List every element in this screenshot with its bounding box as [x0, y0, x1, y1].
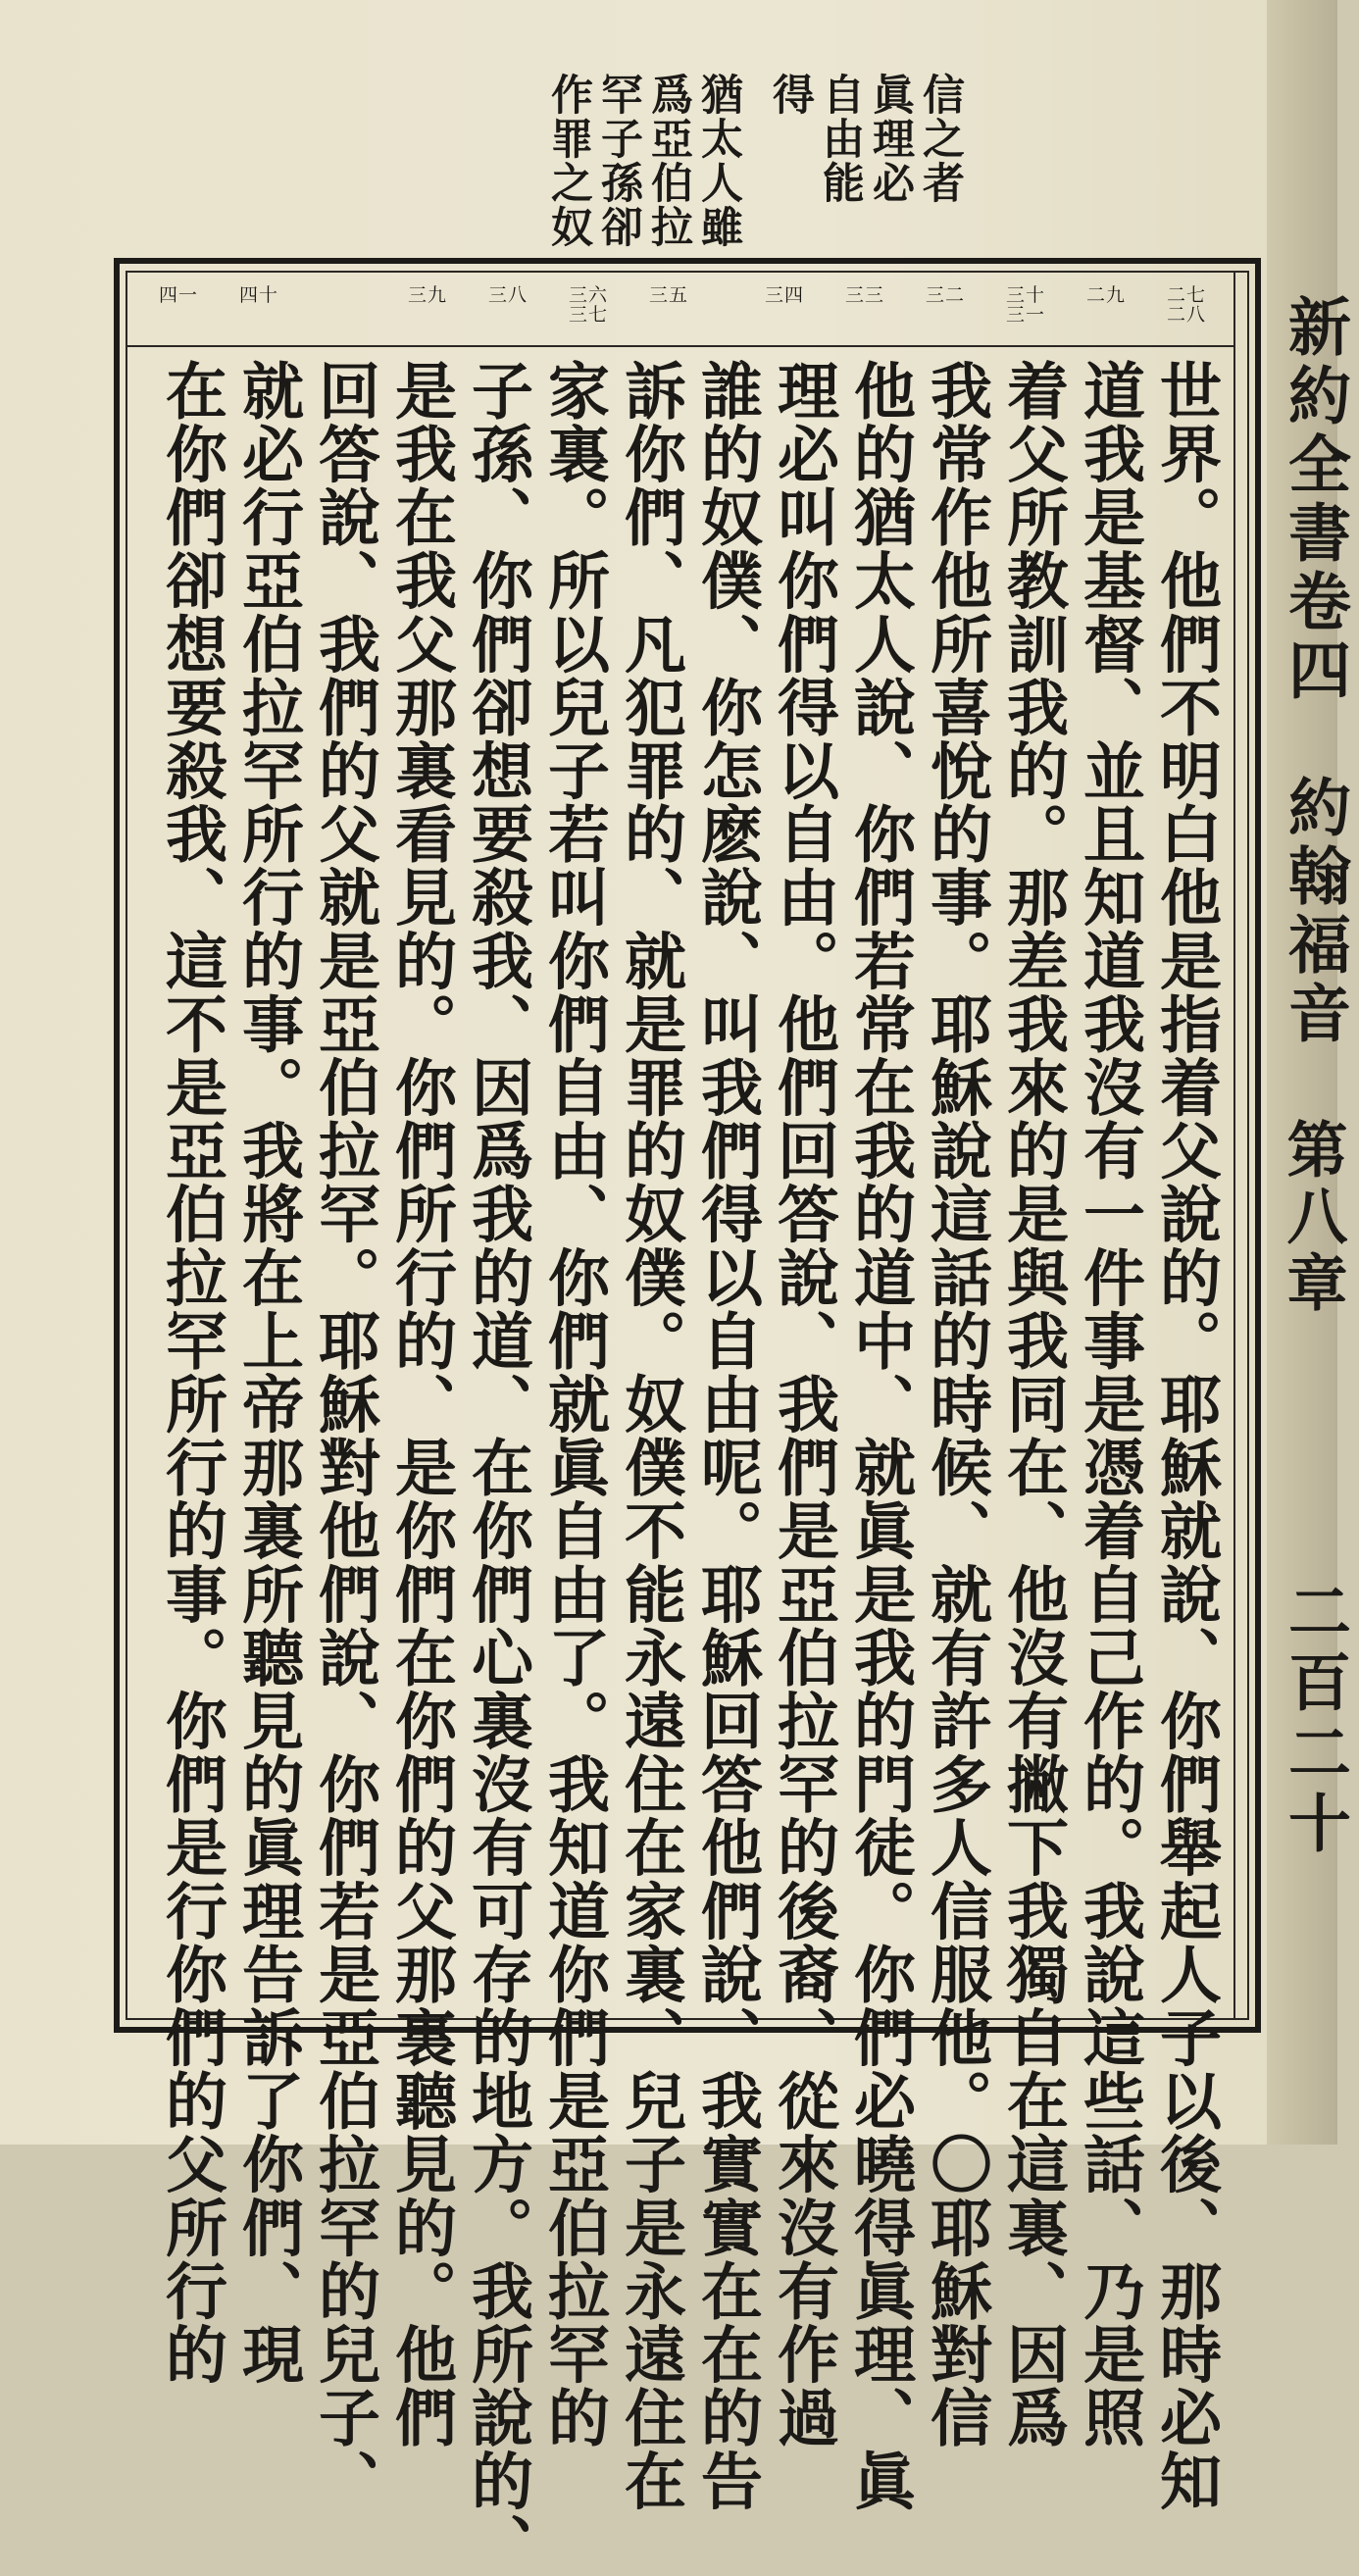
verse-number: 二九 — [1085, 284, 1126, 306]
text-column: 道我是基督、並且知道我沒有一件事是憑着自己作的。我說這些話、乃是照 — [1074, 359, 1146, 2450]
text-column: 訴你們、凡犯罪的、就是罪的奴僕。奴僕不能永遠住在家裏、兒子是永遠住在 — [615, 359, 687, 2513]
text-column: 就必行亞伯拉罕所行的事。我將在上帝那裏所聽見的眞理告訴了你們、現 — [232, 359, 305, 2387]
verse-number: 三九 — [407, 284, 447, 306]
text-column: 家裏。所以兒子若叫你們自由、你們就眞自由了。我知道你們是亞伯拉罕的 — [538, 359, 611, 2450]
text-column: 是我在我父那裏看見的。你們所行的、是你們在你們的父那裏聽見的。他們 — [385, 359, 458, 2450]
margin-note-column: 得 — [766, 73, 815, 117]
margin-note-column: 猶太人雖 — [694, 73, 743, 249]
verse-number: 三五 — [648, 284, 688, 306]
book-title: 新約全書卷四 約翰福音 — [1278, 294, 1351, 1049]
margin-note-column: 眞理必 — [866, 73, 915, 205]
header-divider — [1233, 271, 1235, 2020]
verse-number: 三十 三一 — [1005, 284, 1045, 326]
verse-number-divider — [126, 345, 1233, 347]
verse-number: 三六 三七 — [568, 284, 608, 326]
verse-number: 三八 — [487, 284, 528, 306]
verse-number: 三三 — [844, 284, 884, 306]
margin-note-column: 信之者 — [916, 73, 965, 205]
page-number: 二百二十 — [1278, 1579, 1351, 1861]
text-column: 理必叫你們得以自由。他們回答說、我們是亞伯拉罕的後裔、從來沒有作過 — [768, 359, 840, 2450]
text-column: 着父所教訓我的。那差我來的是與我同在、他沒有撇下我獨自在這裏、因爲 — [997, 359, 1070, 2450]
text-column: 在你們卻想要殺我、這不是亞伯拉罕所行的事。你們是行你們的父所行的 — [156, 359, 228, 2387]
text-column: 他的猶太人說、你們若常在我的道中、就眞是我的門徒。你們必曉得眞理、眞 — [844, 359, 917, 2513]
verse-number: 四一 — [158, 284, 198, 306]
margin-note-column: 罕子孫卻 — [594, 73, 643, 249]
margin-note-column: 爲亞伯拉 — [644, 73, 693, 249]
margin-note-left — [544, 73, 743, 269]
margin-note-column: 自由能 — [816, 73, 865, 205]
verse-number: 三四 — [764, 284, 804, 306]
chapter-heading: 第八章 — [1277, 1118, 1348, 1318]
verse-number: 三二 — [925, 284, 965, 306]
text-column: 世界。他們不明白他是指着父說的。耶穌就說、你們舉起人子以後、那時必知 — [1150, 359, 1223, 2513]
margin-note-column: 作罪之奴 — [544, 73, 593, 249]
text-column: 子孫、你們卻想要殺我、因爲我的道、在你們心裏沒有可存的地方。我所說的、 — [462, 359, 534, 2576]
text-column: 誰的奴僕、你怎麽說、叫我們得以自由呢。耶穌回答他們說、我實實在在的告 — [691, 359, 764, 2513]
text-column: 回答說、我們的父就是亞伯拉罕。耶穌對他們說、你們若是亞伯拉罕的兒子、 — [309, 359, 381, 2513]
verse-number: 四十 — [238, 284, 278, 306]
verse-number: 二七 二八 — [1166, 284, 1206, 326]
text-column: 我常作他所喜悅的事。耶穌說這話的時候、就有許多人信服他。〇耶穌對信 — [921, 359, 993, 2450]
margin-note-right — [766, 73, 965, 269]
